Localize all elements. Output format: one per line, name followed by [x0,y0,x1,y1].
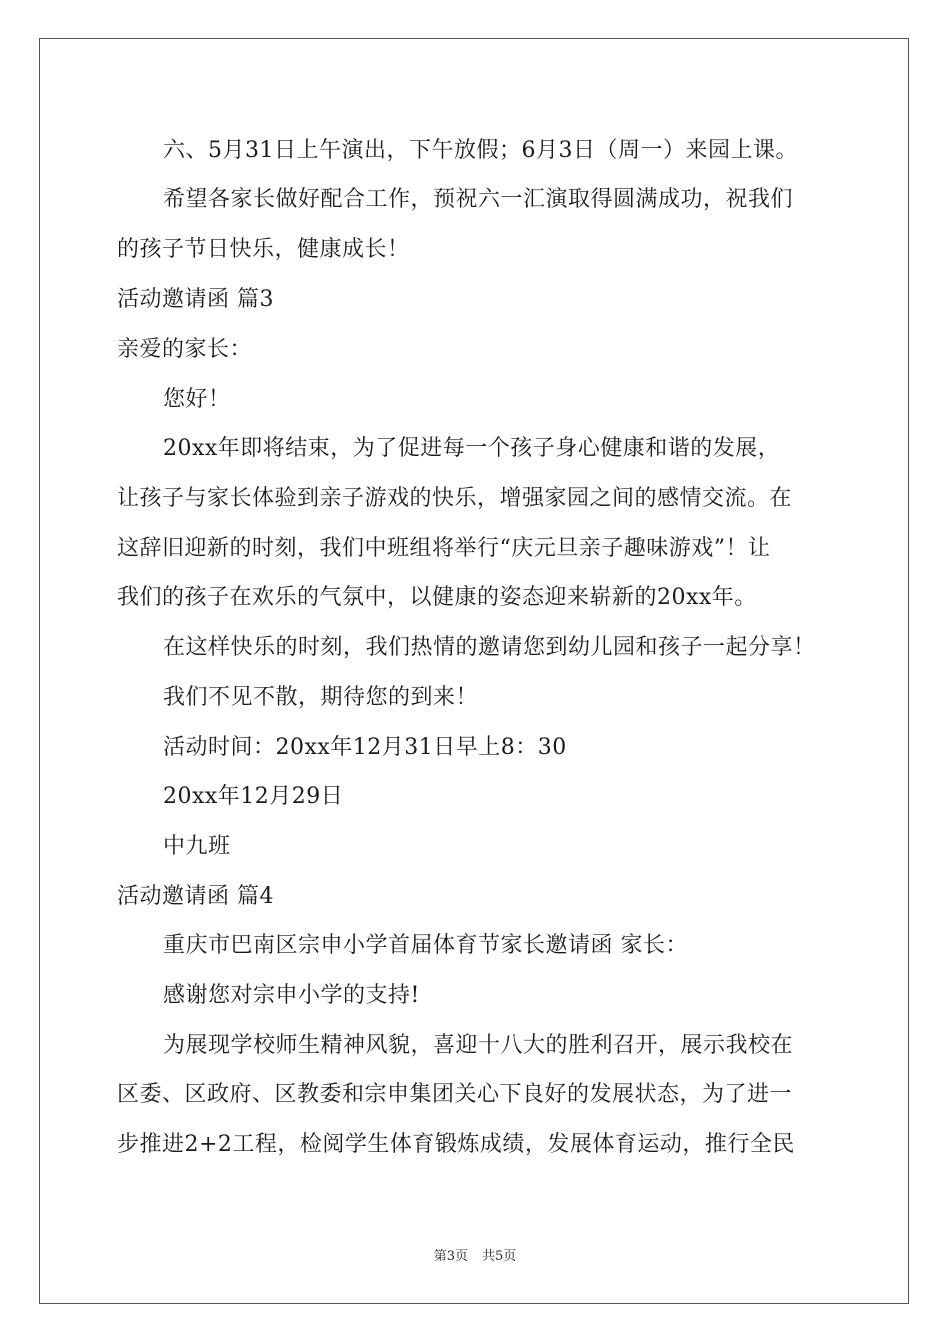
text-line: 这辞旧迎新的时刻，我们中班组将举行“庆元旦亲子趣味游戏”！让 [117,536,771,561]
section-heading: 活动邀请函 篇4 [117,884,274,909]
text-line: 感谢您对宗申小学的支持! [163,983,420,1008]
date-line: 20xx年12月29日 [163,784,344,809]
salutation: 亲爱的家长： [117,337,253,362]
text-line: 六、5月31日上午演出，下午放假；6月3日（周一）来园上课。 [163,138,798,163]
text-line: 希望各家长做好配合工作，预祝六一汇演取得圆满成功，祝我们 [163,187,794,212]
page-border [39,38,909,1304]
section-heading: 活动邀请函 篇3 [117,287,274,312]
text-line: 您好！ [163,387,231,412]
text-line: 在这样快乐的时刻，我们热情的邀请您到幼儿园和孩子一起分享！ [163,635,816,660]
signature-line: 中九班 [163,834,231,859]
text-line: 步推进2+2工程，检阅学生体育锻炼成绩，发展体育运动，推行全民 [117,1132,795,1157]
text-line: 的孩子节日快乐，健康成长！ [117,237,410,262]
text-line: 我们的孩子在欢乐的气氛中，以健康的姿态迎来崭新的20xx年。 [117,585,757,610]
text-line: 重庆市巴南区宗申小学首届体育节家长邀请函 家长： [163,933,688,958]
text-line: 让孩子与家长体验到亲子游戏的快乐，增强家园之间的感情交流。在 [117,486,793,511]
text-line: 为展现学校师生精神风貌，喜迎十八大的胜利召开，展示我校在 [163,1033,794,1058]
page-number: 第3页 [433,1249,468,1264]
page-total: 共5页 [482,1249,517,1264]
text-line: 区委、区政府、区教委和宗申集团关心下良好的发展状态，为了进一 [117,1082,793,1107]
text-line: 我们不见不散，期待您的到来！ [163,685,479,710]
page-footer [0,1249,950,1265]
event-time: 活动时间：20xx年12月31日早上8：30 [163,735,567,760]
text-line: 20xx年即将结束，为了促进每一个孩子身心健康和谐的发展， [163,436,781,461]
